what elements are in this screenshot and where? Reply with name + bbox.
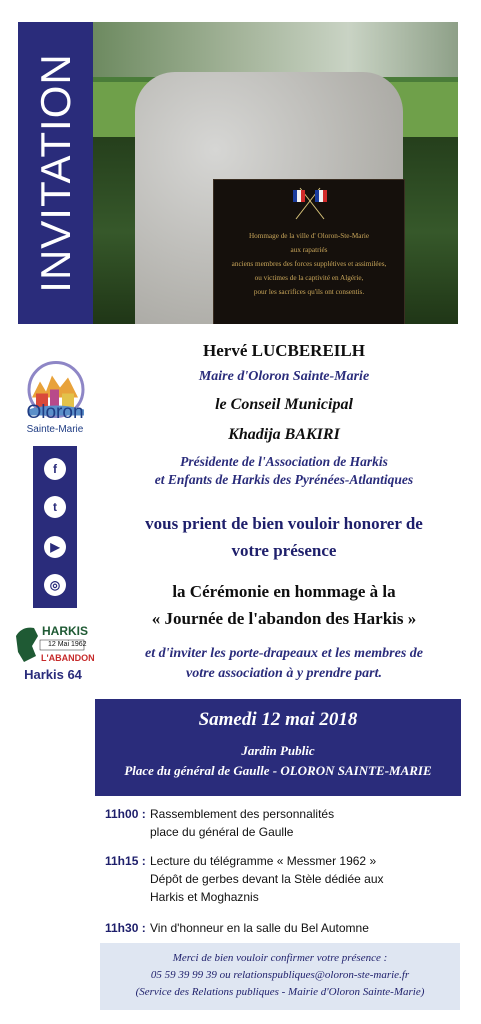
rsvp-service: (Service des Relations publiques - Mairie d'Oloron Sainte-Marie) <box>135 986 425 998</box>
plaque-line: pour les sacrifices qu'ils ont consentis. <box>253 288 365 296</box>
memorial-photo <box>93 22 458 324</box>
rsvp-line-1: Merci de bien vouloir confirmer votre présence : <box>172 952 388 964</box>
event-line-1: la Cérémonie en hommage à la <box>172 582 396 601</box>
invitation-title: INVITATION <box>31 53 79 293</box>
twitter-icon[interactable]: t <box>44 496 66 518</box>
harkis-logo-word: L'ABANDON <box>41 653 95 663</box>
host1-name: Hervé LUCBEREILH <box>203 341 365 360</box>
event-line-2: « Journée de l'abandon des Harkis » <box>151 609 417 628</box>
host3-role-1: Présidente de l'Association de Harkis <box>180 454 388 469</box>
youtube-icon[interactable]: ▶ <box>44 536 66 558</box>
plaque-line: anciens membres des forces supplétives et assimilées, <box>231 260 387 268</box>
plaque-line: aux rapatriés <box>290 246 328 254</box>
host2: le Conseil Municipal <box>215 396 353 413</box>
facebook-icon[interactable]: f <box>44 458 66 480</box>
schedule-item <box>150 805 334 841</box>
plaque-line: ou victimes de la captivité en Algérie, <box>254 274 364 282</box>
instagram-icon[interactable]: ◎ <box>44 574 66 596</box>
request-line-2: votre présence <box>231 541 337 560</box>
schedule-line: Dépôt de gerbes devant la Stèle dédiée aux <box>150 872 384 886</box>
event-date: Samedi 12 mai 2018 <box>198 709 358 730</box>
plaque-line: Hommage de la ville d' Oloron-Ste-Marie <box>248 232 370 240</box>
schedule-line: Vin d'honneur en la salle du Bel Automne <box>150 921 369 935</box>
schedule-time: 11h30 : <box>105 921 146 935</box>
invitation-band <box>18 22 93 324</box>
memorial-plaque <box>213 179 405 324</box>
schedule-line: Harkis et Moghaznis <box>150 890 259 904</box>
host3-role-2: et Enfants de Harkis des Pyrénées-Atlantiques <box>154 472 414 487</box>
schedule-item <box>150 919 369 937</box>
host3-name: Khadija BAKIRI <box>228 426 340 443</box>
date-box <box>95 699 461 796</box>
schedule-item <box>150 852 384 906</box>
rsvp-footer <box>100 943 460 1010</box>
memorial-stone <box>135 72 403 324</box>
schedule-time: 11h00 : <box>105 807 146 821</box>
logo-name: Oloron <box>26 402 84 423</box>
logo-subtitle: Sainte-Marie <box>26 424 84 435</box>
harkis-caption: Harkis 64 <box>24 667 82 682</box>
harkis-logo-title: HARKIS <box>42 624 89 638</box>
event-venue: Jardin Public <box>241 743 315 758</box>
host1-role: Maire d'Oloron Sainte-Marie <box>198 369 370 384</box>
schedule-line: Rassemblement des personnalités <box>150 807 335 821</box>
photo-background-trees <box>93 22 458 77</box>
flags-icon <box>290 186 330 220</box>
social-bar <box>33 446 77 608</box>
rsvp-contact[interactable]: 05 59 39 99 39 ou relationspubliques@oloron-ste-marie.fr <box>150 969 410 981</box>
schedule-line: Lecture du télégramme « Messmer 1962 » <box>150 854 377 868</box>
schedule-time: 11h15 : <box>105 854 146 868</box>
invite-line-1: et d'inviter les porte-drapeaux et les membres de <box>144 646 423 661</box>
event-address: Place du général de Gaulle - OLORON SAINTE-MARIE <box>124 763 432 778</box>
request-line-1: vous prient de bien vouloir honorer de <box>145 514 423 533</box>
harkis-logo-date: 12 Mai 1962 <box>48 641 87 648</box>
schedule-line: place du général de Gaulle <box>150 825 294 839</box>
harkis-logo <box>12 622 95 668</box>
invite-line-2: votre association à y prendre part. <box>186 666 382 681</box>
